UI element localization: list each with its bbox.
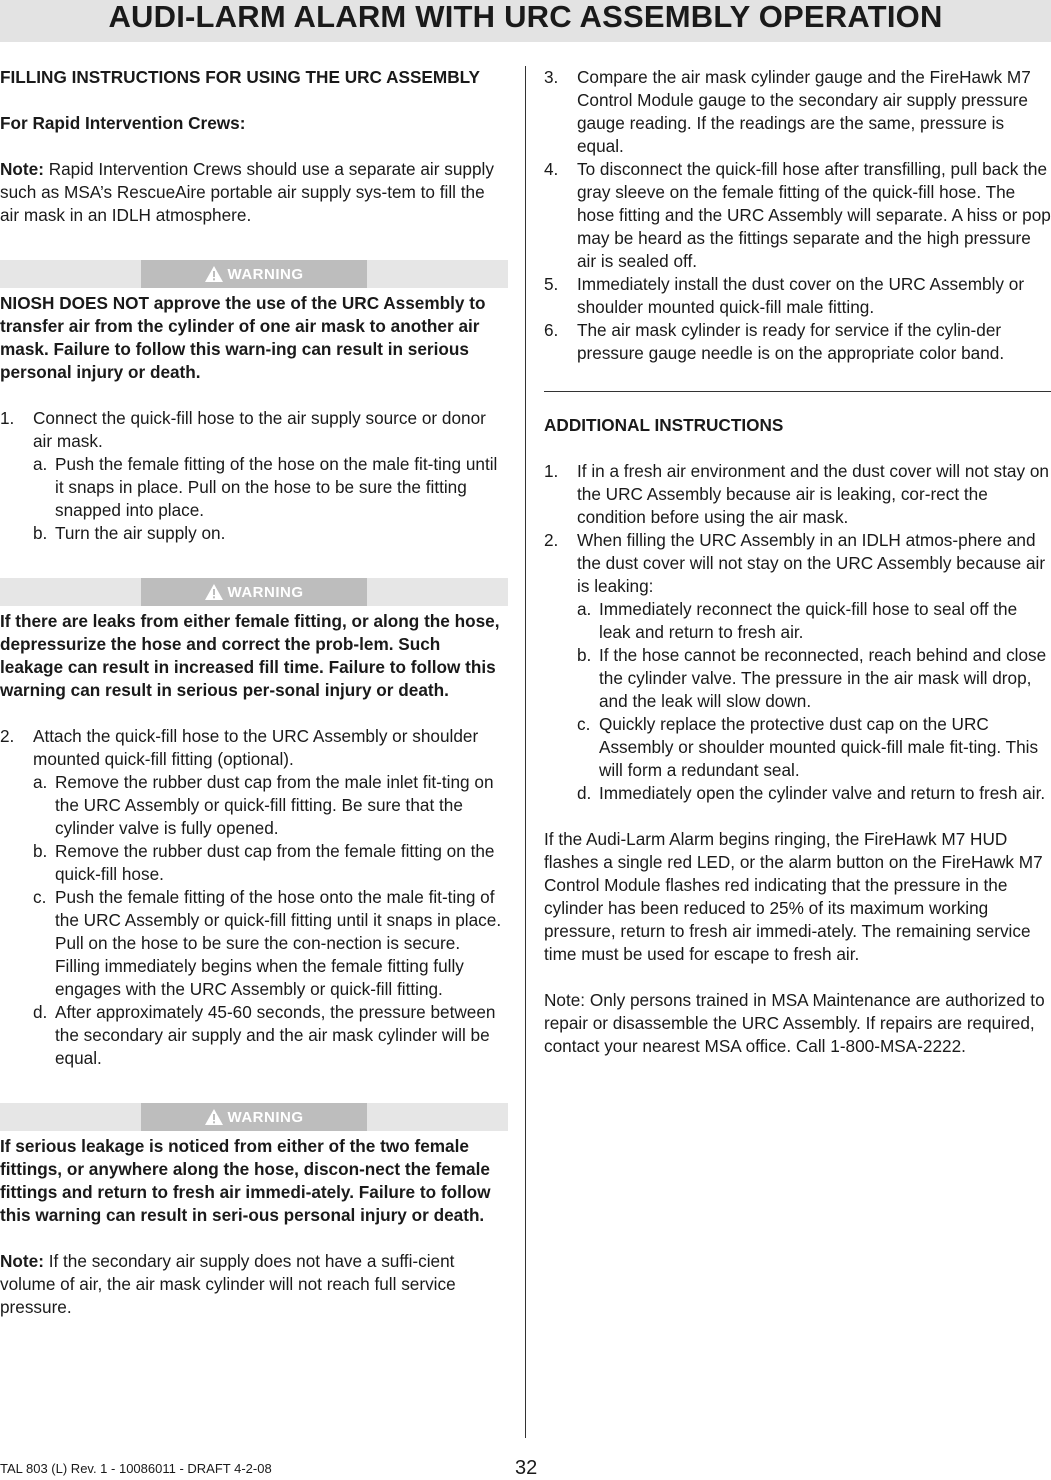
sub-list-text: Quickly replace the protective dust cap on the URC Assembly or shoulder mounted quick-fill male fit-ting. This will form a redundant seal. xyxy=(599,714,1039,780)
warning-label: WARNING xyxy=(227,1108,304,1126)
left-column xyxy=(0,66,508,1319)
list-text: The air mask cylinder is ready for service if the cylin-der pressure gauge needle is on the appropriate color band. xyxy=(577,320,1005,363)
sub-list-text: Remove the rubber dust cap from the female fitting on the quick-fill hose. xyxy=(55,841,495,884)
list-number: 5. xyxy=(544,274,559,294)
warning-triangle-icon xyxy=(205,584,223,600)
list-text: Attach the quick-fill hose to the URC Assembly or shoulder mounted quick-fill fitting (optional). xyxy=(33,726,479,769)
sub-list-text: Immediately reconnect the quick-fill hose to seal off the leak and return to fresh air. xyxy=(599,599,1018,642)
sub-list-letter: d. xyxy=(33,1002,48,1022)
list-text: Connect the quick-fill hose to the air supply source or donor air mask. xyxy=(33,408,486,451)
paragraph-maintenance-note: Note: Only persons trained in MSA Maintenance are authorized to repair or disassemble the URC Assembly. If repairs are required, contact your nearest MSA office. Call 1-800-MSA-2222. xyxy=(544,990,1045,1056)
sub-list-text: If the hose cannot be reconnected, reach behind and close the cylinder valve. The pressure in the air mask will drop, and the leak will slow down. xyxy=(599,645,1047,711)
sub-list-item xyxy=(577,713,1051,782)
sub-list-text: Turn the air supply on. xyxy=(55,523,226,543)
sub-list-item xyxy=(577,644,1051,713)
sub-list-item xyxy=(33,886,508,1001)
warning-box xyxy=(141,1103,367,1131)
sub-list-letter: a. xyxy=(577,599,592,619)
list-item xyxy=(544,66,1051,158)
warning-box xyxy=(141,260,367,288)
section-heading-additional: ADDITIONAL INSTRUCTIONS xyxy=(544,415,784,435)
warning-banner xyxy=(0,260,508,288)
list-text: To disconnect the quick-fill hose after transfilling, pull back the gray sleeve on the female fitting of the quick-fill hose. The hose fitting and the URC Assembly will separate. A hiss or pop may be heard as the fittings separate and the high pressure air is sealed off. xyxy=(577,159,1051,271)
sub-list-letter: a. xyxy=(33,454,48,474)
list-number: 1. xyxy=(544,461,559,481)
list-number: 3. xyxy=(544,67,559,87)
page-title: AUDI-LARM ALARM WITH URC ASSEMBLY OPERATION xyxy=(108,0,943,34)
sub-list-item xyxy=(33,840,508,886)
list-item xyxy=(544,158,1051,273)
sub-list-item xyxy=(33,453,508,522)
note-text: Rapid Intervention Crews should use a separate air supply such as MSA’s RescueAire portable air supply sys-tem to fill the air mask in an IDLH atmosphere. xyxy=(0,159,494,225)
sub-list-letter: d. xyxy=(577,783,592,803)
list-number: 4. xyxy=(544,159,559,179)
list-item xyxy=(544,273,1051,319)
note-label: Note: xyxy=(0,159,44,179)
sub-list-item xyxy=(33,771,508,840)
sub-list-text: Push the female fitting of the hose on the male fit-ting until it snaps in place. Pull on the hose to be sure the fitting snapped into place. xyxy=(55,454,498,520)
sub-list-text: Remove the rubber dust cap from the male inlet fit-ting on the URC Assembly or quick-fill fitting. Be sure that the cylinder valve is fully opened. xyxy=(55,772,494,838)
list-number: 1. xyxy=(0,408,15,428)
warning-triangle-icon xyxy=(205,1109,223,1125)
sub-list-item xyxy=(33,1001,508,1070)
sub-list-item xyxy=(33,522,508,545)
list-text: Compare the air mask cylinder gauge and the FireHawk M7 Control Module gauge to the secondary air supply pressure gauge reading. If the readings are the same, pressure is equal. xyxy=(577,67,1031,156)
list-text: When filling the URC Assembly in an IDLH atmos-phere and the dust cover will not stay on the URC Assembly because air is leaking: xyxy=(577,530,1046,596)
list-number: 2. xyxy=(0,726,15,746)
warning-label: WARNING xyxy=(227,265,304,283)
column-divider xyxy=(525,66,526,1438)
list-number: 2. xyxy=(544,530,559,550)
sub-list-item xyxy=(577,782,1051,805)
list-item xyxy=(544,529,1051,598)
sub-list-letter: a. xyxy=(33,772,48,792)
note-text: If the secondary air supply does not have a suffi-cient volume of air, the air mask cylinder will not reach full service pressure. xyxy=(0,1251,456,1317)
page-number: 32 xyxy=(515,1457,538,1479)
sub-list-letter: b. xyxy=(33,523,48,543)
warning-banner xyxy=(0,1103,508,1131)
section-divider xyxy=(544,391,1051,392)
warning-triangle-icon xyxy=(205,266,223,282)
sub-list-letter: b. xyxy=(577,645,592,665)
sub-list-text: After approximately 45-60 seconds, the pressure between the secondary air supply and the air mask cylinder will be equal. xyxy=(55,1002,496,1068)
warning-text-niosh: NIOSH DOES NOT approve the use of the URC Assembly to transfer air from the cylinder of one air mask to another air mask. Failure to follow this warn-ing can result in serious personal injury or death. xyxy=(0,293,486,382)
warning-text-serious-leakage: If serious leakage is noticed from either of the two female fittings, or anywhere along the hose, discon-nect the female fittings and return to fresh air immedi-ately. Failure to follow this warning can result in seri-ous personal injury or death. xyxy=(0,1136,491,1225)
sub-list-item xyxy=(577,598,1051,644)
list-item xyxy=(0,725,508,771)
sub-list-letter: c. xyxy=(33,887,47,907)
sub-list-letter: b. xyxy=(33,841,48,861)
warning-banner xyxy=(0,578,508,606)
subheading-rapid-intervention: For Rapid Intervention Crews: xyxy=(0,113,246,133)
list-number: 6. xyxy=(544,320,559,340)
list-text: If in a fresh air environment and the dust cover will not stay on the URC Assembly because air is leaking, cor-rect the condition before using the air mask. xyxy=(577,461,1049,527)
warning-text-leaks: If there are leaks from either female fitting, or along the hose, depressurize the hose and correct the prob-lem. Such leakage can result in increased fill time. Failure to follow this warning can result in serious per-sonal injury or death. xyxy=(0,611,500,700)
sub-list-text: Immediately open the cylinder valve and return to fresh air. xyxy=(599,783,1046,803)
list-text: Immediately install the dust cover on the URC Assembly or shoulder mounted quick-fill male fitting. xyxy=(577,274,1025,317)
list-item xyxy=(0,407,508,453)
warning-box xyxy=(141,578,367,606)
section-heading-filling: FILLING INSTRUCTIONS FOR USING THE URC ASSEMBLY xyxy=(0,67,480,87)
list-item xyxy=(544,319,1051,365)
note-secondary-supply xyxy=(0,1250,508,1319)
note-label: Note: xyxy=(0,1251,44,1271)
right-column xyxy=(544,66,1051,1058)
sub-list-letter: c. xyxy=(577,714,591,734)
list-item xyxy=(544,460,1051,529)
paragraph-alarm: If the Audi-Larm Alarm begins ringing, the FireHawk M7 HUD flashes a single red LED, or the alarm button on the FireHawk M7 Control Module flashes red indicating that the pressure in the cylinder has been reduced to 25% of its maximum working pressure, return to fresh air immedi-ately. The remaining service time must be used for escape to fresh air. xyxy=(544,829,1043,964)
warning-label: WARNING xyxy=(227,583,304,601)
footer-doc-id: TAL 803 (L) Rev. 1 - 10086011 - DRAFT 4-2-08 xyxy=(0,1461,272,1476)
note-rescueaire xyxy=(0,158,508,227)
sub-list-text: Push the female fitting of the hose onto the male fit-ting of the URC Assembly or quick-fill fitting until it snaps in place. Pull on the hose to be sure the con-nection is secure. Filling immediately begins when the female fitting fully engages with the URC Assembly or quick-fill fitting. xyxy=(55,887,502,999)
